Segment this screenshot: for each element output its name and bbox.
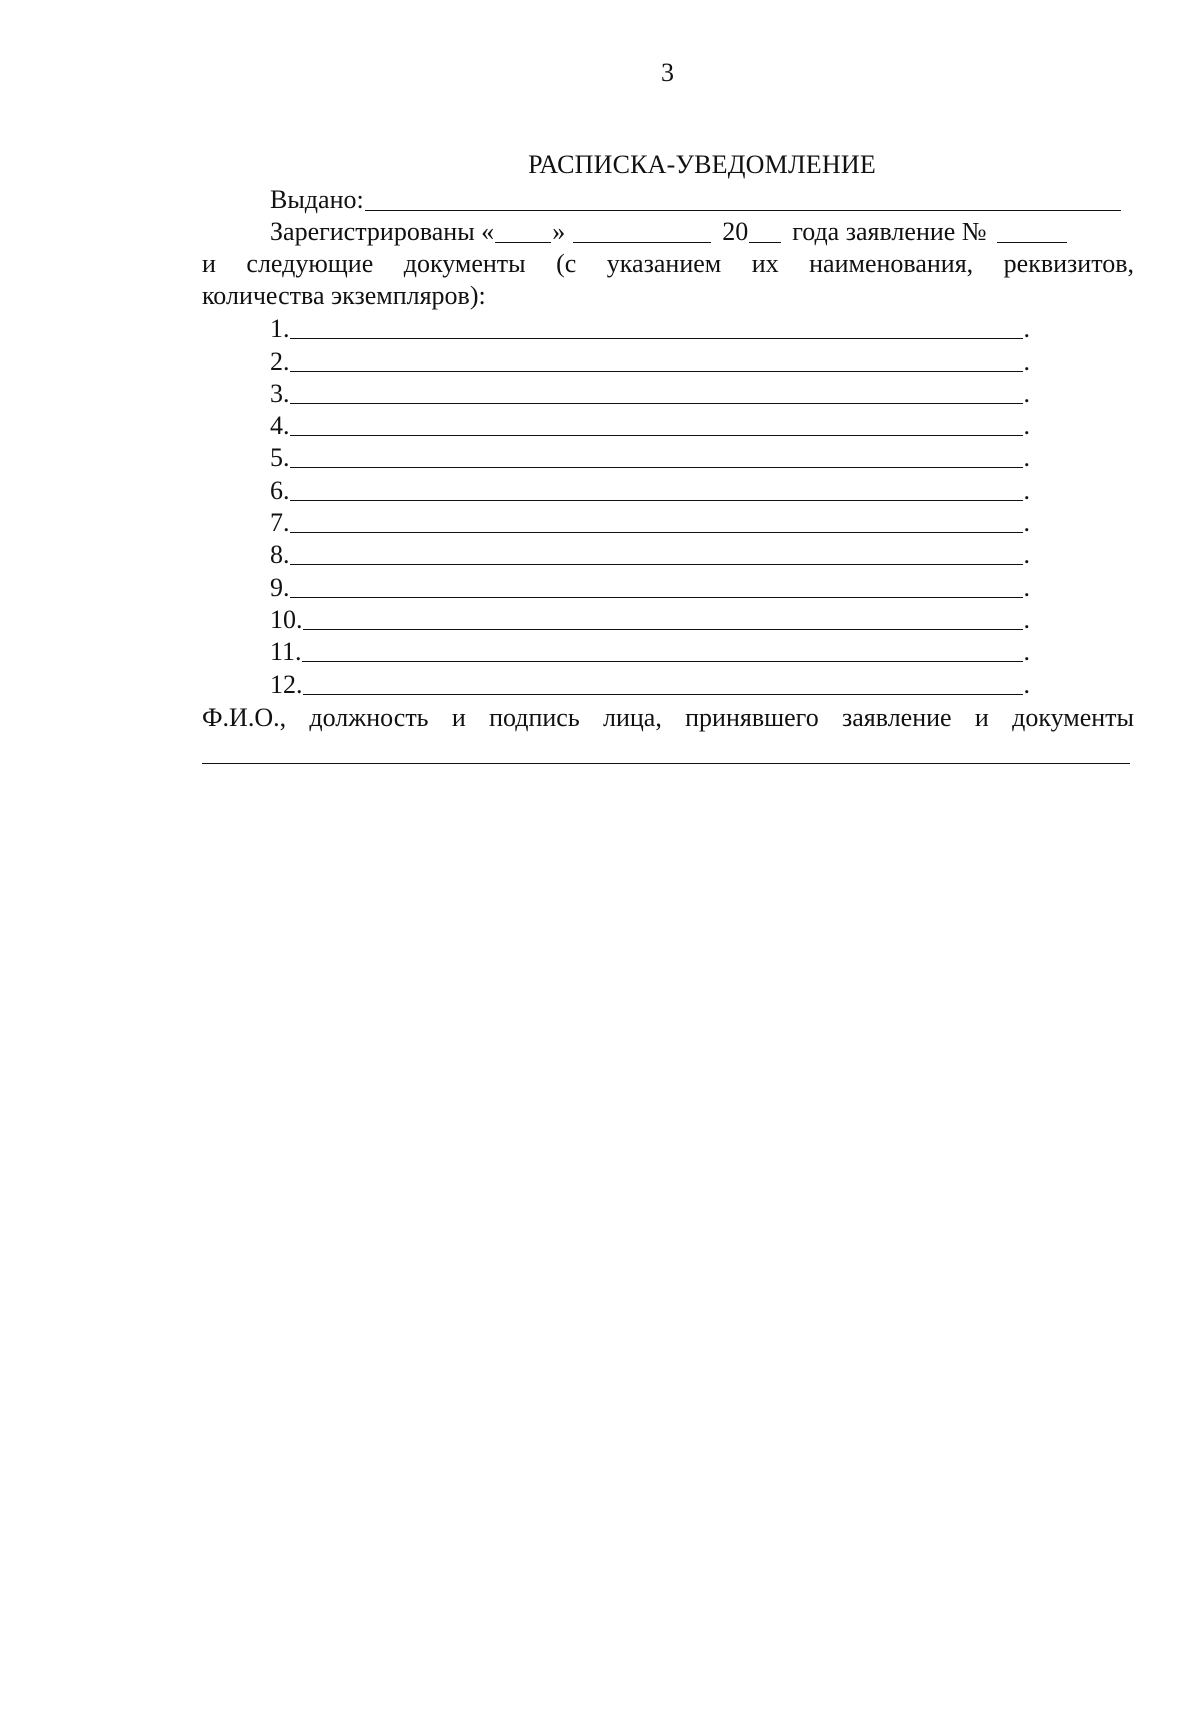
list-item (270, 570, 1030, 602)
list-item-number: 6. (270, 475, 290, 505)
year-prefix: 20 (722, 217, 749, 246)
list-item-number: 8. (270, 540, 290, 570)
month-blank[interactable] (573, 216, 711, 243)
list-item-end: . (1023, 572, 1030, 602)
list-item-number: 7. (270, 508, 290, 538)
list-item-end: . (1023, 540, 1030, 570)
list-item-blank[interactable] (303, 670, 1023, 695)
list-item-blank[interactable] (290, 411, 1023, 436)
documents-description-line2: количества экземпляров): (202, 281, 486, 310)
issued-label: Выдано: (270, 185, 364, 214)
list-item (270, 473, 1030, 505)
list-item-number: 9. (270, 572, 290, 602)
list-item-blank[interactable] (302, 637, 1023, 662)
list-item-end: . (1023, 378, 1030, 408)
year-blank[interactable] (749, 216, 781, 243)
list-item-blank[interactable] (290, 508, 1023, 533)
list-item (270, 377, 1030, 409)
list-item-end: . (1023, 475, 1030, 505)
list-item-blank[interactable] (290, 476, 1023, 501)
list-item-blank[interactable] (290, 573, 1023, 598)
list-item (270, 441, 1030, 473)
list-item-blank[interactable] (290, 314, 1023, 339)
issued-line (270, 184, 1122, 216)
list-item (270, 312, 1030, 344)
list-item (270, 409, 1030, 441)
list-item-number: 2. (270, 346, 290, 376)
list-item (270, 344, 1030, 376)
registered-prefix: Зарегистрированы « (270, 217, 495, 246)
list-item-end: . (1023, 443, 1030, 473)
signature-blank[interactable] (202, 763, 1130, 764)
list-item (270, 506, 1030, 538)
list-item (270, 603, 1030, 635)
signature-caption: Ф.И.О., должность и подпись лица, принявшего заявление и документы (202, 703, 1134, 732)
list-item-number: 11. (270, 637, 302, 667)
list-item-end: . (1023, 411, 1030, 441)
registered-suffix: года заявление № (792, 217, 987, 246)
list-item-number: 12. (270, 669, 303, 699)
registered-line (270, 216, 1068, 248)
list-item-end: . (1023, 314, 1030, 344)
list-item-number: 1. (270, 314, 290, 344)
list-item-blank[interactable] (303, 605, 1023, 630)
list-item-blank[interactable] (290, 379, 1023, 404)
list-item-end: . (1023, 346, 1030, 376)
list-item-blank[interactable] (290, 347, 1023, 372)
issued-blank[interactable] (365, 184, 1121, 211)
application-number-blank[interactable] (997, 216, 1067, 243)
registered-quote-close: » (552, 217, 566, 246)
page-number: 3 (661, 58, 674, 87)
documents-description-line1: и следующие документы (с указанием их наименования, реквизитов, (202, 249, 1134, 278)
list-item (270, 667, 1030, 699)
list-item-end: . (1023, 637, 1030, 667)
document-title: РАСПИСКА-УВЕДОМЛЕНИЕ (528, 150, 876, 179)
list-item-blank[interactable] (290, 443, 1023, 468)
list-item (270, 538, 1030, 570)
documents-list (270, 312, 1030, 700)
list-item-end: . (1023, 669, 1030, 699)
list-item-number: 5. (270, 443, 290, 473)
list-item (270, 635, 1030, 667)
list-item-end: . (1023, 604, 1030, 634)
list-item-number: 3. (270, 378, 290, 408)
list-item-number: 10. (270, 604, 303, 634)
list-item-number: 4. (270, 411, 290, 441)
day-blank[interactable] (495, 216, 551, 243)
list-item-blank[interactable] (290, 540, 1023, 565)
list-item-end: . (1023, 508, 1030, 538)
